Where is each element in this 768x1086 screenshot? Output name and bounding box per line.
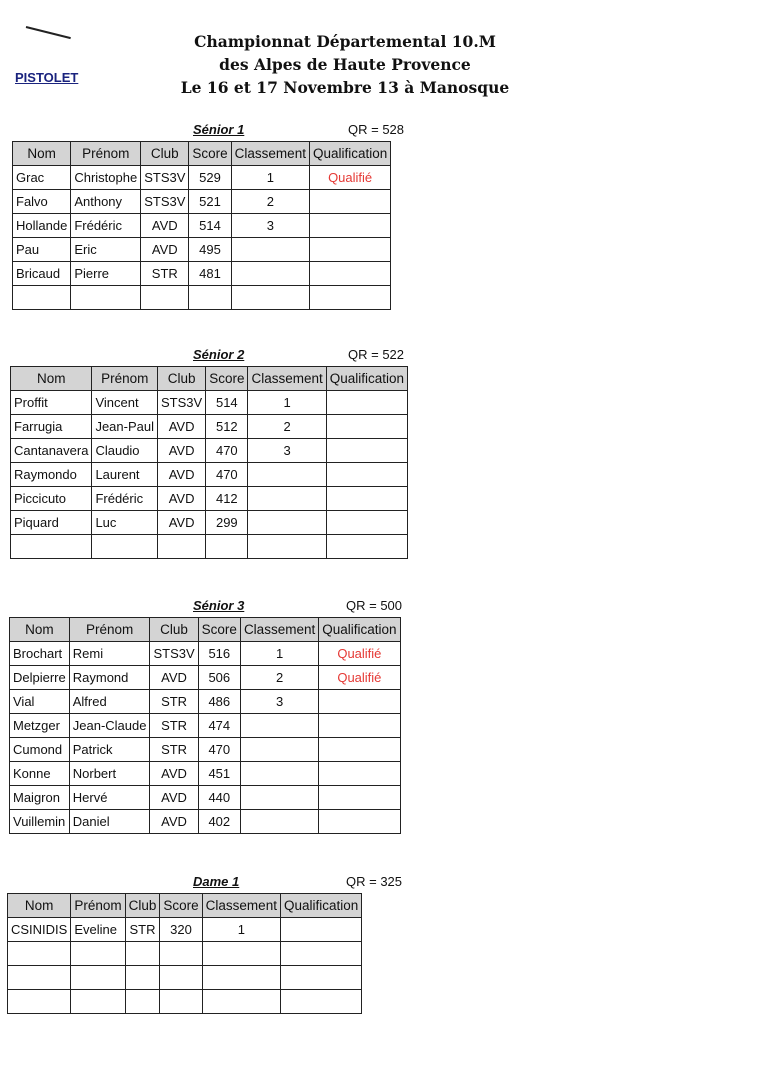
table-cell: 440: [198, 786, 240, 810]
table-cell: [125, 966, 160, 990]
table-row: [13, 190, 391, 214]
table-cell: AVD: [158, 511, 206, 535]
results-table: [12, 141, 391, 310]
section-title: Sénior 2: [193, 347, 245, 362]
section-title: Dame 1: [193, 874, 240, 889]
table-cell: CSINIDIS: [8, 918, 71, 942]
table-cell: Maigron: [10, 786, 70, 810]
table-cell: AVD: [158, 487, 206, 511]
table-cell: Frédéric: [71, 214, 141, 238]
table-cell: 529: [189, 166, 231, 190]
table-header-row: [10, 618, 401, 642]
table-cell: [206, 535, 248, 559]
table-cell: [319, 786, 400, 810]
table-cell: Cantanavera: [11, 439, 92, 463]
table-cell: STR: [150, 714, 198, 738]
section-qr: QR = 528: [348, 122, 405, 137]
column-header: Qualification: [319, 618, 400, 642]
table-cell: 474: [198, 714, 240, 738]
table-cell: Alfred: [69, 690, 150, 714]
table-cell: 3: [231, 214, 309, 238]
header-line-3: Le 16 et 17 Novembre 13 à Manosque: [180, 78, 510, 97]
table-cell: 412: [206, 487, 248, 511]
table-cell: [280, 990, 361, 1014]
table-cell: [8, 966, 71, 990]
table-cell: [248, 535, 326, 559]
table-cell: Patrick: [69, 738, 150, 762]
table-cell: Proffit: [11, 391, 92, 415]
table-cell: [309, 286, 390, 310]
table-cell: Vuillemin: [10, 810, 70, 834]
table-cell: Raymondo: [11, 463, 92, 487]
table-row: [10, 786, 401, 810]
table-cell: Vincent: [92, 391, 158, 415]
table-cell: 495: [189, 238, 231, 262]
column-header: Score: [198, 618, 240, 642]
table-row: [13, 166, 391, 190]
table-cell: [71, 942, 125, 966]
table-cell: [326, 391, 407, 415]
table-cell: Christophe: [71, 166, 141, 190]
column-header: Prénom: [69, 618, 150, 642]
header-line-1: Championnat Départemental 10.M: [194, 32, 496, 51]
table-row: [8, 918, 362, 942]
column-header: Classement: [240, 618, 318, 642]
column-header: Qualification: [326, 367, 407, 391]
table-cell: [202, 942, 280, 966]
results-table: [7, 893, 362, 1014]
table-row: [10, 738, 401, 762]
table-cell: 486: [198, 690, 240, 714]
table-cell: [202, 966, 280, 990]
section-qr: QR = 325: [346, 874, 403, 889]
table-cell: [160, 942, 202, 966]
column-header: Club: [141, 142, 189, 166]
table-cell: Norbert: [69, 762, 150, 786]
section-qr: QR = 522: [348, 347, 405, 362]
table-row: [11, 463, 408, 487]
table-cell: [231, 238, 309, 262]
column-header: Prénom: [71, 142, 141, 166]
column-header: Classement: [248, 367, 326, 391]
table-cell: [160, 966, 202, 990]
table-cell: 514: [206, 391, 248, 415]
table-cell: 3: [248, 439, 326, 463]
table-cell: [319, 762, 400, 786]
table-cell: Qualifié: [319, 642, 400, 666]
table-cell: STS3V: [141, 166, 189, 190]
table-cell: Farrugia: [11, 415, 92, 439]
table-cell: AVD: [150, 666, 198, 690]
table-cell: Anthony: [71, 190, 141, 214]
table-cell: 514: [189, 214, 231, 238]
table-cell: Bricaud: [13, 262, 71, 286]
table-header-row: [11, 367, 408, 391]
column-header: Score: [160, 894, 202, 918]
table-cell: [326, 415, 407, 439]
table-row: [11, 535, 408, 559]
table-row: [10, 666, 401, 690]
table-cell: [248, 463, 326, 487]
table-cell: AVD: [158, 463, 206, 487]
table-cell: Delpierre: [10, 666, 70, 690]
section-qr: QR = 500: [346, 598, 403, 613]
column-header: Qualification: [309, 142, 390, 166]
table-row: [11, 487, 408, 511]
table-cell: Vial: [10, 690, 70, 714]
table-cell: Qualifié: [309, 166, 390, 190]
table-cell: [240, 714, 318, 738]
table-header-row: [13, 142, 391, 166]
table-cell: [326, 487, 407, 511]
table-cell: [202, 990, 280, 1014]
column-header: Club: [125, 894, 160, 918]
table-cell: [158, 535, 206, 559]
table-cell: [240, 786, 318, 810]
table-cell: Metzger: [10, 714, 70, 738]
table-row: [8, 942, 362, 966]
table-cell: STS3V: [158, 391, 206, 415]
table-row: [11, 439, 408, 463]
column-header: Score: [189, 142, 231, 166]
table-cell: [319, 690, 400, 714]
table-cell: [326, 463, 407, 487]
table-row: [10, 642, 401, 666]
table-row: [10, 810, 401, 834]
table-cell: [160, 990, 202, 1014]
table-cell: 470: [206, 439, 248, 463]
table-cell: [326, 511, 407, 535]
table-cell: Hollande: [13, 214, 71, 238]
table-cell: [280, 966, 361, 990]
table-cell: 2: [240, 666, 318, 690]
column-header: Classement: [202, 894, 280, 918]
column-header: Club: [158, 367, 206, 391]
column-header: Nom: [10, 618, 70, 642]
table-cell: [319, 714, 400, 738]
table-row: [13, 262, 391, 286]
table-cell: [240, 810, 318, 834]
table-cell: [125, 990, 160, 1014]
column-header: Classement: [231, 142, 309, 166]
table-cell: 512: [206, 415, 248, 439]
table-cell: Cumond: [10, 738, 70, 762]
table-cell: STR: [150, 690, 198, 714]
table-cell: STS3V: [141, 190, 189, 214]
table-cell: Daniel: [69, 810, 150, 834]
table-cell: 1: [240, 642, 318, 666]
table-cell: Qualifié: [319, 666, 400, 690]
table-cell: Jean-Claude: [69, 714, 150, 738]
table-cell: AVD: [158, 415, 206, 439]
table-cell: [189, 286, 231, 310]
table-cell: [240, 762, 318, 786]
table-cell: 516: [198, 642, 240, 666]
table-cell: Pau: [13, 238, 71, 262]
table-cell: [248, 511, 326, 535]
table-cell: [319, 738, 400, 762]
table-cell: Remi: [69, 642, 150, 666]
table-cell: [231, 262, 309, 286]
table-cell: Frédéric: [92, 487, 158, 511]
table-cell: STR: [150, 738, 198, 762]
table-cell: AVD: [150, 762, 198, 786]
table-cell: 1: [248, 391, 326, 415]
table-cell: Brochart: [10, 642, 70, 666]
table-cell: 402: [198, 810, 240, 834]
table-row: [11, 391, 408, 415]
table-cell: Claudio: [92, 439, 158, 463]
pen-stroke-mark: [26, 26, 71, 39]
table-cell: [248, 487, 326, 511]
table-cell: STR: [141, 262, 189, 286]
table-cell: Eric: [71, 238, 141, 262]
table-cell: [309, 238, 390, 262]
section-title: Sénior 3: [193, 598, 245, 613]
table-cell: [326, 535, 407, 559]
table-cell: [240, 738, 318, 762]
table-cell: 299: [206, 511, 248, 535]
table-cell: 1: [231, 166, 309, 190]
table-cell: Eveline: [71, 918, 125, 942]
section-title: Sénior 1: [193, 122, 245, 137]
results-table: [10, 366, 408, 559]
table-row: [11, 415, 408, 439]
column-header: Prénom: [92, 367, 158, 391]
table-cell: Raymond: [69, 666, 150, 690]
table-cell: 481: [189, 262, 231, 286]
table-row: [8, 966, 362, 990]
table-cell: Falvo: [13, 190, 71, 214]
table-cell: Konne: [10, 762, 70, 786]
table-cell: Jean-Paul: [92, 415, 158, 439]
table-cell: [71, 966, 125, 990]
column-header: Score: [206, 367, 248, 391]
table-cell: [92, 535, 158, 559]
table-cell: Piccicuto: [11, 487, 92, 511]
table-cell: Hervé: [69, 786, 150, 810]
column-header: Prénom: [71, 894, 125, 918]
table-cell: Luc: [92, 511, 158, 535]
table-cell: AVD: [141, 214, 189, 238]
column-header: Club: [150, 618, 198, 642]
table-cell: 470: [198, 738, 240, 762]
table-cell: 1: [202, 918, 280, 942]
table-row: [10, 762, 401, 786]
table-cell: [71, 286, 141, 310]
table-cell: 2: [248, 415, 326, 439]
table-cell: STR: [125, 918, 160, 942]
table-cell: [8, 942, 71, 966]
table-cell: [309, 214, 390, 238]
table-cell: AVD: [141, 238, 189, 262]
table-cell: [309, 190, 390, 214]
table-cell: [141, 286, 189, 310]
table-cell: STS3V: [150, 642, 198, 666]
document-header: [170, 30, 520, 99]
header-line-2: des Alpes de Haute Provence: [219, 55, 471, 74]
discipline-label: PISTOLET: [15, 70, 79, 85]
table-cell: 521: [189, 190, 231, 214]
table-row: [13, 286, 391, 310]
table-header-row: [8, 894, 362, 918]
table-row: [8, 990, 362, 1014]
table-cell: [13, 286, 71, 310]
column-header: Qualification: [280, 894, 361, 918]
table-cell: [231, 286, 309, 310]
table-row: [13, 238, 391, 262]
table-cell: [125, 942, 160, 966]
table-cell: 506: [198, 666, 240, 690]
table-cell: AVD: [150, 786, 198, 810]
table-cell: 470: [206, 463, 248, 487]
table-cell: [280, 918, 361, 942]
table-row: [11, 511, 408, 535]
table-cell: [319, 810, 400, 834]
table-cell: 320: [160, 918, 202, 942]
table-cell: Pierre: [71, 262, 141, 286]
column-header: Nom: [13, 142, 71, 166]
table-cell: Laurent: [92, 463, 158, 487]
column-header: Nom: [8, 894, 71, 918]
table-row: [10, 714, 401, 738]
table-cell: 451: [198, 762, 240, 786]
table-cell: [71, 990, 125, 1014]
table-row: [13, 214, 391, 238]
table-cell: Piquard: [11, 511, 92, 535]
table-cell: [280, 942, 361, 966]
table-cell: [11, 535, 92, 559]
table-cell: [326, 439, 407, 463]
results-table: [9, 617, 401, 834]
table-cell: 3: [240, 690, 318, 714]
column-header: Nom: [11, 367, 92, 391]
table-cell: Grac: [13, 166, 71, 190]
table-cell: AVD: [150, 810, 198, 834]
table-cell: 2: [231, 190, 309, 214]
table-row: [10, 690, 401, 714]
table-cell: AVD: [158, 439, 206, 463]
table-cell: [309, 262, 390, 286]
table-cell: [8, 990, 71, 1014]
